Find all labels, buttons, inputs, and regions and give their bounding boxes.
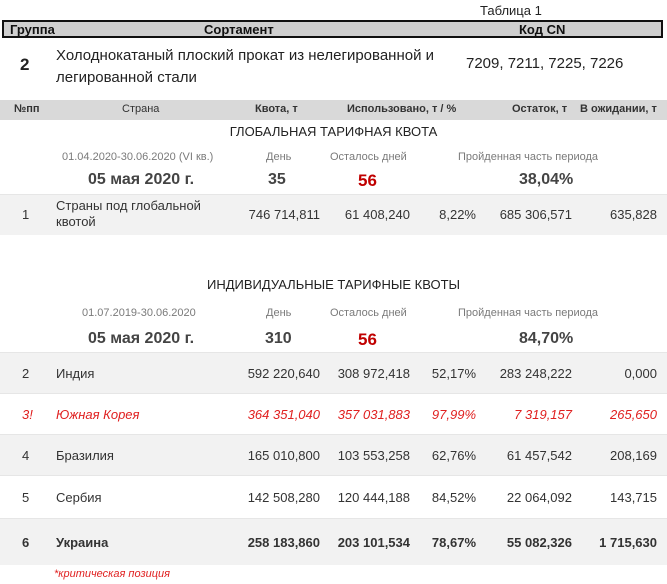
row-num: 5 (22, 490, 30, 505)
row-quota: 165 010,800 (247, 448, 320, 463)
row-quota: 746 714,811 (248, 207, 320, 222)
row-rest: 55 082,326 (506, 535, 572, 550)
row-rest: 61 457,542 (506, 448, 572, 463)
col-rest: Остаток, т (512, 103, 568, 115)
row-country: Бразилия (56, 448, 114, 463)
individual-day: 310 (265, 330, 292, 347)
table-row-critical (0, 393, 667, 435)
global-period: 01.04.2020-30.06.2020 (VI кв.) (62, 151, 214, 163)
row-pending: 1 715,630 (599, 535, 657, 550)
row-used: 357 031,883 (337, 407, 410, 422)
global-remaining-days: 56 (358, 171, 377, 190)
individual-remaining-label: Осталось дней (330, 307, 407, 319)
col-pending: В ожидании, т (580, 103, 657, 115)
table-row (0, 434, 667, 476)
row-quota: 142 508,280 (247, 490, 320, 505)
row-pending: 265,650 (610, 407, 657, 422)
row-quota: 258 183,860 (247, 535, 320, 550)
row-country: Индия (56, 366, 95, 381)
global-passed-label: Пройденная часть периода (458, 151, 599, 163)
row-country: Южная Корея (56, 407, 140, 422)
row-pending: 208,169 (610, 448, 657, 463)
critical-footnote: *критическая позиция (54, 568, 170, 580)
group-header: Группа (10, 22, 55, 37)
individual-date: 05 мая 2020 г. (88, 330, 195, 347)
row-pct: 78,67% (431, 535, 476, 550)
table-header-bar (2, 20, 663, 38)
row-pending: 143,715 (610, 490, 657, 505)
code-header: Код CN (519, 22, 566, 37)
row-used: 61 408,240 (344, 207, 410, 222)
column-headers (0, 100, 667, 120)
cn-codes: 7209, 7211, 7225, 7226 (466, 55, 624, 72)
row-pending: 0,000 (624, 366, 657, 381)
individual-passed-label: Пройденная часть периода (458, 307, 599, 319)
row-pct: 62,76% (431, 448, 476, 463)
global-date: 05 мая 2020 г. (88, 171, 195, 188)
individual-period: 01.07.2019-30.06.2020 (82, 307, 196, 319)
row-used: 120 444,188 (337, 490, 410, 505)
global-day-label: День (266, 151, 292, 163)
row-country: Сербия (56, 490, 102, 505)
row-used: 308 972,418 (337, 366, 410, 381)
row-num: 1 (22, 207, 30, 222)
row-num: 2 (22, 366, 30, 381)
col-used: Использовано, т / % (347, 103, 457, 115)
table-row (0, 475, 667, 519)
global-quota-title: ГЛОБАЛЬНАЯ ТАРИФНАЯ КВОТА (229, 124, 438, 139)
individual-passed: 84,70% (519, 330, 574, 347)
global-passed: 38,04% (519, 171, 574, 188)
product-description: Холоднокатаный плоский прокат из нелегированной и легированной стали (56, 47, 435, 86)
global-day: 35 (268, 171, 286, 188)
row-used: 103 553,258 (337, 448, 410, 463)
col-num: №пп (14, 103, 40, 115)
individual-remaining-days: 56 (358, 330, 377, 349)
row-country: Украина (56, 535, 109, 550)
row-country: Страны под глобальной квотой (56, 198, 201, 229)
table-row (0, 518, 667, 565)
col-country: Страна (122, 103, 160, 115)
row-pct: 52,17% (431, 366, 476, 381)
row-quota: 592 220,640 (247, 366, 320, 381)
row-rest: 7 319,157 (514, 407, 572, 422)
col-quota: Квота, т (255, 103, 298, 115)
row-pending: 635,828 (610, 207, 657, 222)
row-rest: 22 064,092 (506, 490, 572, 505)
table-row (0, 194, 667, 235)
row-rest: 685 306,571 (499, 207, 572, 222)
row-pct: 97,99% (431, 407, 476, 422)
individual-day-label: День (266, 307, 292, 319)
row-used: 203 101,534 (337, 535, 410, 550)
global-remaining-label: Осталось дней (330, 151, 407, 163)
row-num: 4 (22, 448, 30, 463)
row-quota: 364 351,040 (247, 407, 320, 422)
table-row (0, 352, 667, 394)
group-number: 2 (20, 55, 30, 74)
row-num: 6 (22, 535, 30, 550)
table-label: Таблица 1 (480, 3, 542, 18)
row-pct: 8,22% (439, 207, 476, 222)
row-num: 3! (22, 407, 33, 422)
individual-quota-title: ИНДИВИДУАЛЬНЫЕ ТАРИФНЫЕ КВОТЫ (206, 277, 461, 292)
assortment-header: Сортамент (204, 22, 274, 37)
row-rest: 283 248,222 (499, 366, 572, 381)
row-pct: 84,52% (431, 490, 476, 505)
